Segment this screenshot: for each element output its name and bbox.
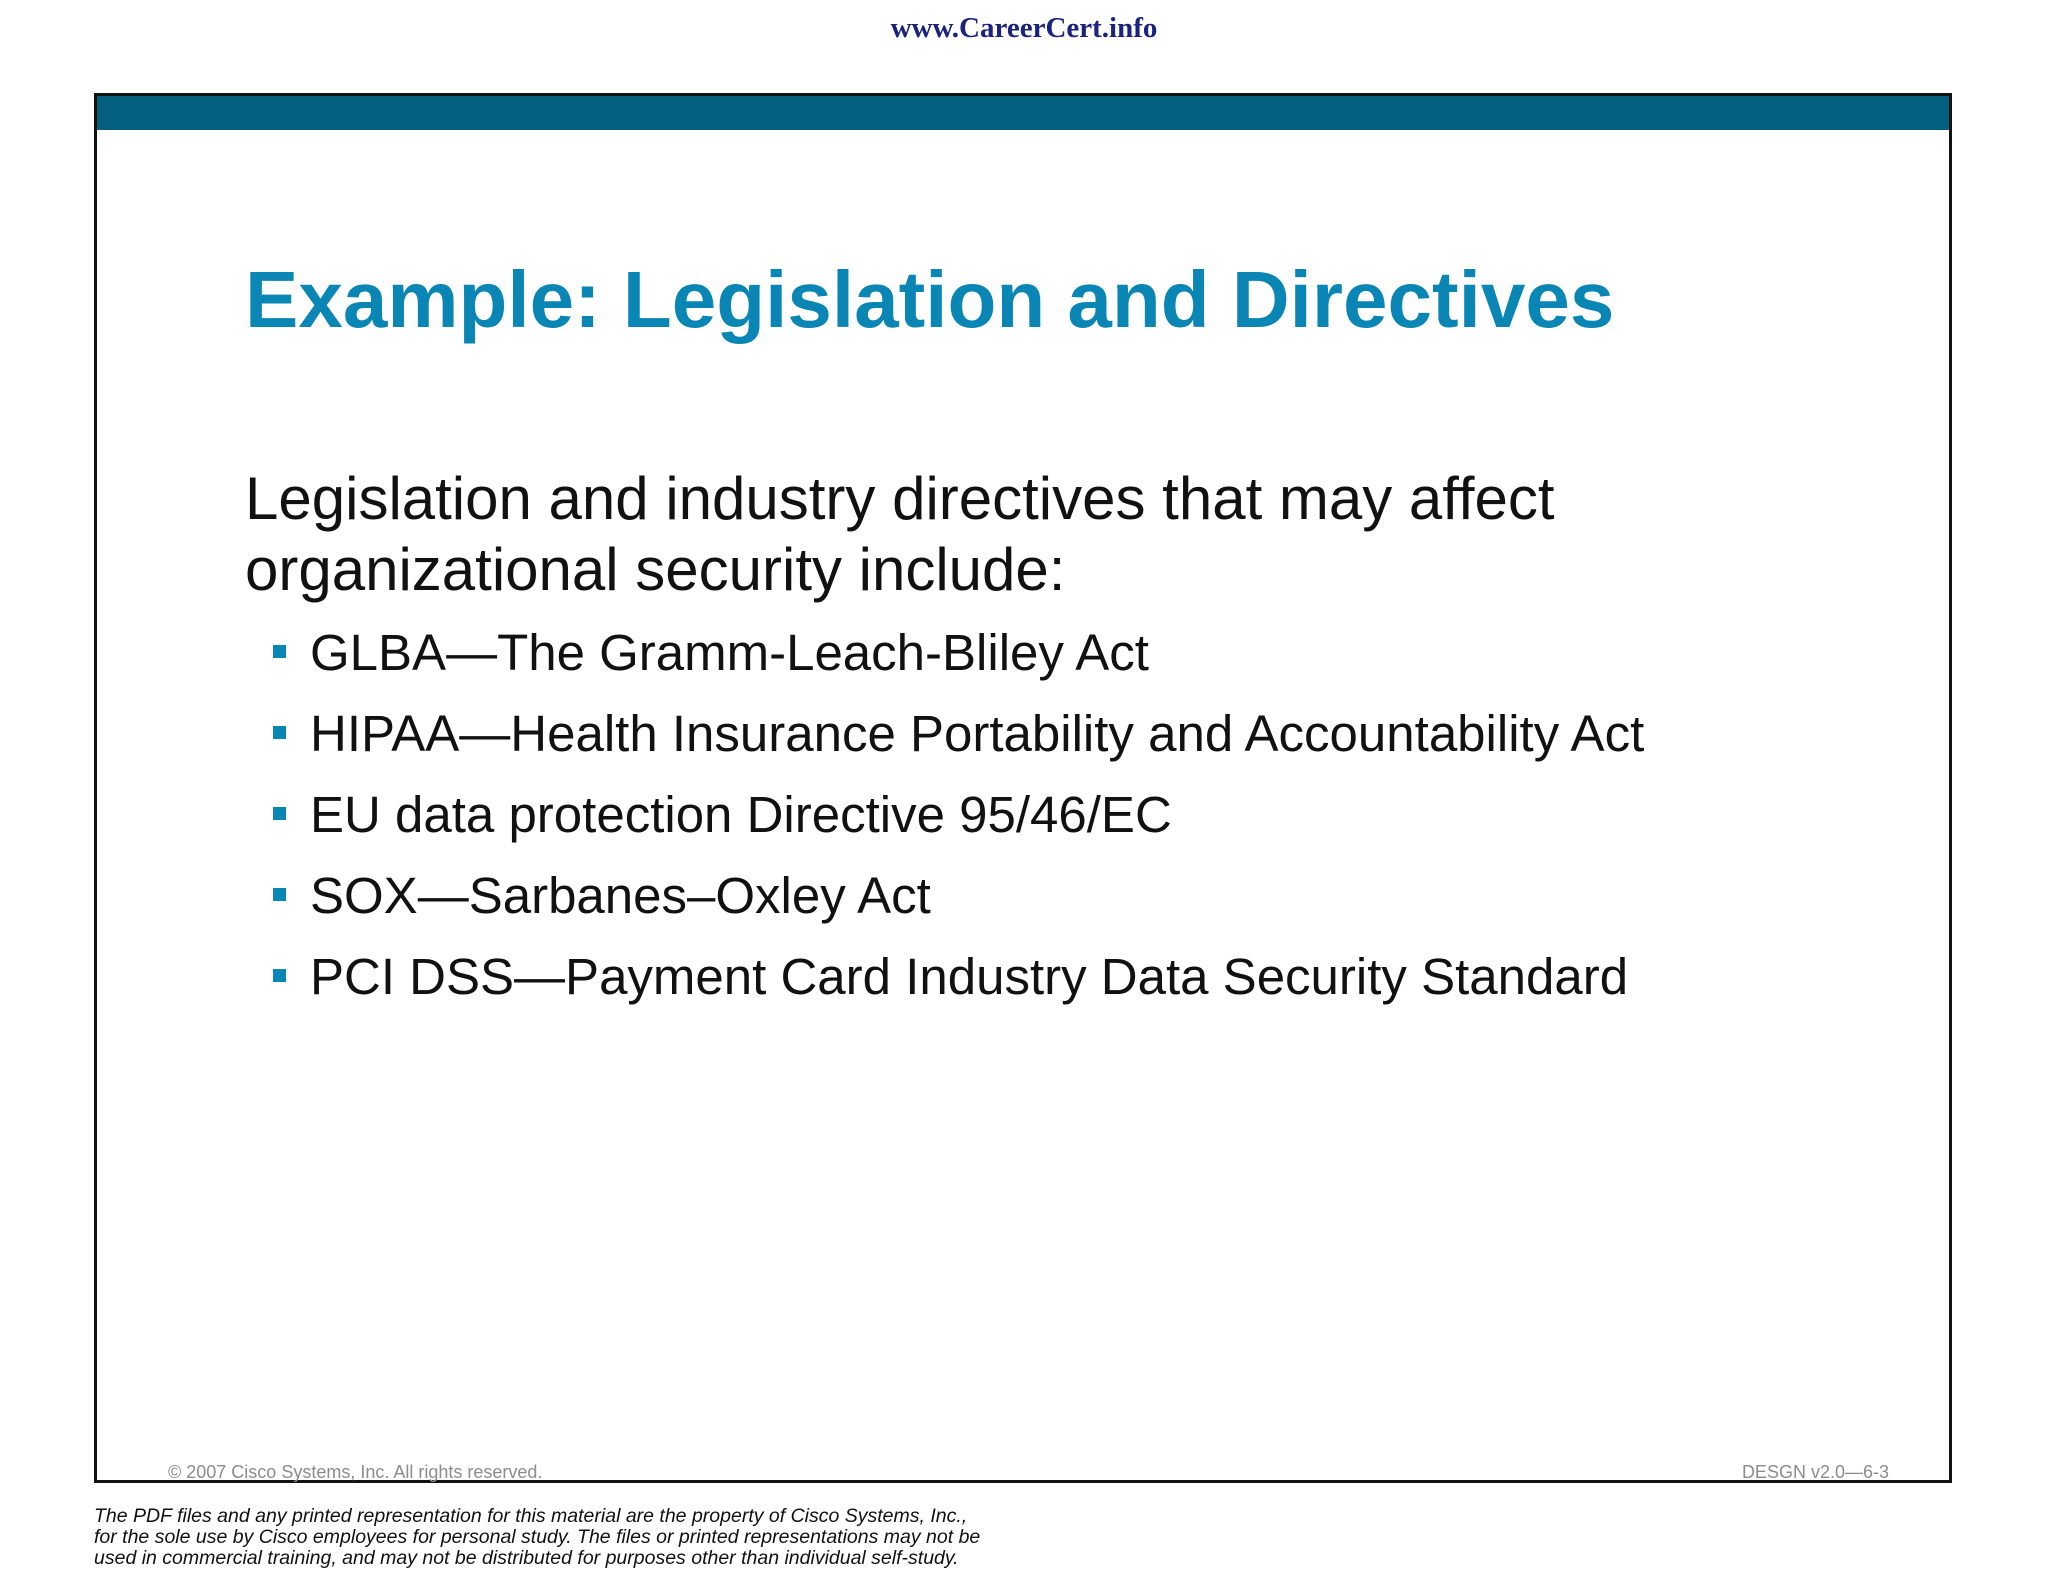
slide-top-bar bbox=[97, 96, 1949, 130]
bullet-text: HIPAA—Health Insurance Portability and Accountability Act bbox=[310, 705, 1645, 762]
bullet-text: PCI DSS—Payment Card Industry Data Security Standard bbox=[310, 948, 1629, 1005]
bullet-text: EU data protection Directive 95/46/EC bbox=[310, 786, 1172, 843]
slide-title: Example: Legislation and Directives bbox=[245, 255, 1615, 344]
square-bullet-icon bbox=[273, 888, 286, 901]
site-url-header: www.CareerCert.info bbox=[890, 12, 1158, 44]
disclaimer-line: for the sole use by Cisco employees for personal study. The files or printed representations may not be bbox=[94, 1526, 981, 1548]
square-bullet-icon bbox=[273, 726, 286, 739]
disclaimer-line: used in commercial training, and may not be distributed for purposes other than individual self-study. bbox=[94, 1547, 959, 1569]
slide-frame bbox=[94, 93, 1952, 1483]
disclaimer-line: The PDF files and any printed representation for this material are the property of Cisco Systems, Inc., bbox=[94, 1505, 968, 1527]
square-bullet-icon bbox=[273, 807, 286, 820]
bullet-text: SOX—Sarbanes–Oxley Act bbox=[310, 867, 931, 924]
square-bullet-icon bbox=[273, 645, 286, 658]
disclaimer-footer bbox=[94, 1506, 1194, 1569]
square-bullet-icon bbox=[273, 969, 286, 982]
bullet-text: GLBA—The Gramm-Leach-Bliley Act bbox=[310, 624, 1149, 681]
slide-intro-text: Legislation and industry directives that may affect organizational security include: bbox=[245, 465, 1555, 603]
copyright-notice: © 2007 Cisco Systems, Inc. All rights reserved. bbox=[168, 1462, 543, 1482]
slide-number: DESGN v2.0—6-3 bbox=[1741, 1462, 1889, 1482]
